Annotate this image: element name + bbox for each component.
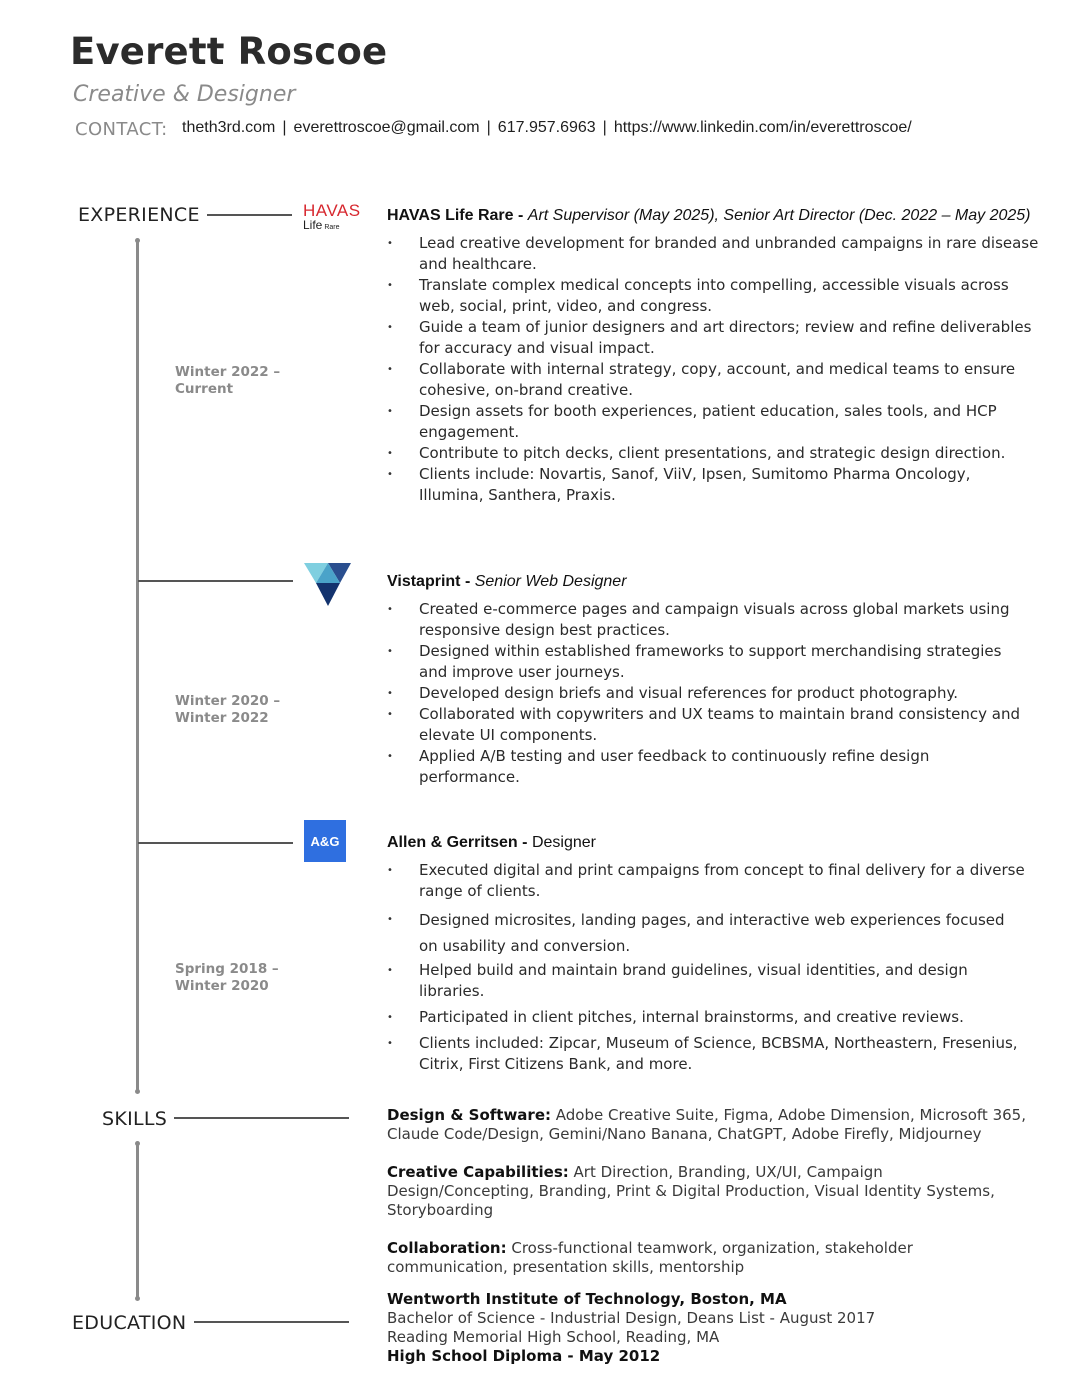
bullet-item: • Designed within established frameworks to support merchandising strategies and improve user journeys. (387, 641, 1032, 683)
resume-subtitle: Creative & Designer (73, 82, 296, 107)
skill-label: Creative Capabilities: (387, 1163, 569, 1181)
date-end: Winter 2020 (175, 978, 269, 994)
havas-logo-sub: Life Rare (303, 218, 340, 232)
email-link[interactable]: everettroscoe@gmail.com (293, 119, 480, 136)
bullet-item: • Helped build and maintain brand guidelines, visual identities, and design libraries. (387, 960, 1027, 1002)
bullet-item: • Clients include: Novartis, Sanof, ViiV, Ipsen, Sumitomo Pharma Oncology, Illumina, Santhera, Praxis. (387, 464, 1039, 506)
high-school-name: Reading Memorial High School, Reading, MA (387, 1328, 720, 1346)
job-title (387, 834, 1047, 852)
timeline-dot (135, 1296, 140, 1301)
job-role: Senior Web Designer (474, 573, 627, 590)
bullet-item: • Translate complex medical concepts into compelling, accessible visuals across web, social, print, video, and congress. (387, 275, 1039, 317)
skill-group (387, 1239, 1027, 1277)
vistaprint-connector (138, 580, 293, 582)
date-start: Spring 2018 – (175, 961, 279, 977)
company-name: Allen & Gerritsen - (387, 834, 528, 851)
ag-logo: A&G (304, 820, 346, 862)
date-start: Winter 2020 – (175, 693, 281, 709)
skill-group (387, 1106, 1027, 1144)
bullet-item: • Executed digital and print campaigns from concept to final delivery for a diverse range of clients. (387, 860, 1027, 902)
bullet-item: • Collaborate with internal strategy, copy, account, and medical teams to ensure cohesive, on-brand creative. (387, 359, 1039, 401)
education-connector (194, 1321, 349, 1323)
skills-timeline (136, 1143, 139, 1298)
bullet-item: • Clients included: Zipcar, Museum of Science, BCBSMA, Northeastern, Fresenius, Citrix, First Citizens Bank, and more. (387, 1033, 1027, 1075)
ag-dates (175, 961, 279, 995)
contact-separator: | (602, 119, 607, 136)
job-role: Art Supervisor (May 2025), Senior Art Director (Dec. 2022 – May 2025) (527, 207, 1031, 224)
education-heading: EDUCATION (72, 1312, 187, 1334)
date-start: Winter 2022 – (175, 364, 281, 380)
bullet-item: • Designed microsites, landing pages, and interactive web experiences focused on usability and conversion. (387, 907, 1027, 959)
skills-section (387, 1106, 1027, 1296)
skills-connector (174, 1117, 349, 1119)
job-allen-gerritsen (387, 834, 1047, 1080)
skill-text: Cross-functional teamwork, organization, stakeholder communication, presentation skills, mentorship (387, 1239, 913, 1276)
skill-group (387, 1163, 1027, 1220)
job-title (387, 207, 1047, 225)
job-bullets (387, 599, 1032, 788)
vistaprint-dates (175, 693, 280, 727)
vistaprint-logo (304, 563, 352, 607)
skill-label: Design & Software: (387, 1106, 551, 1124)
havas-logo-wordmark: HAVAS (303, 201, 361, 220)
job-role: Designer (531, 834, 596, 851)
bullet-item: • Applied A/B testing and user feedback to continuously refine design performance. (387, 746, 1032, 788)
vistaprint-logo-dark-triangle (316, 583, 340, 606)
linkedin-link[interactable]: https://www.linkedin.com/in/everettroscoe/ (613, 119, 912, 136)
date-end: Current (175, 381, 234, 397)
ag-connector (138, 842, 293, 844)
company-name: Vistaprint - (387, 573, 471, 590)
bullet-item: • Lead creative development for branded and unbranded campaigns in rare disease and healthcare. (387, 233, 1039, 275)
college-name: Wentworth Institute of Technology, Boston, MA (387, 1290, 787, 1308)
skill-text: Art Direction, Branding, UX/UI, Campaign Design/Concepting, Branding, Print & Digital Production, Visual Identity Systems, Storyboarding (387, 1163, 995, 1219)
havas-dates (175, 364, 280, 398)
bullet-item: • Guide a team of junior designers and art directors; review and refine deliverables for accuracy and visual impact. (387, 317, 1039, 359)
job-vistaprint (387, 573, 1047, 788)
job-title (387, 573, 1047, 591)
phone-number[interactable]: 617.957.6963 (497, 119, 596, 136)
bullet-item: • Design assets for booth experiences, patient education, sales tools, and HCP engagement. (387, 401, 1039, 443)
experience-timeline (136, 240, 139, 1092)
skill-text: Adobe Creative Suite, Figma, Adobe Dimension, Microsoft 365, Claude Code/Design, Gemini/Nano Banana, ChatGPT, Adobe Firefly, Midjourney (387, 1106, 1026, 1143)
job-bullets (387, 860, 1027, 1075)
bullet-item: • Developed design briefs and visual references for product photography. (387, 683, 1032, 704)
skills-heading: SKILLS (102, 1108, 168, 1130)
date-end: Winter 2022 (175, 710, 269, 726)
company-name: HAVAS Life Rare - (387, 207, 524, 224)
experience-heading: EXPERIENCE (78, 204, 200, 226)
college-degree: Bachelor of Science - Industrial Design, Deans List - August 2017 (387, 1309, 876, 1327)
contact-separator: | (282, 119, 287, 136)
website-link[interactable]: theth3rd.com (182, 119, 276, 136)
resume-name: Everett Roscoe (70, 30, 388, 73)
bullet-item: • Created e-commerce pages and campaign visuals across global markets using responsive design best practices. (387, 599, 1032, 641)
high-school-diploma: High School Diploma - May 2012 (387, 1347, 661, 1365)
contact-separator: | (486, 119, 491, 136)
havas-logo (303, 202, 373, 238)
contact-label: CONTACT: (75, 119, 168, 140)
timeline-dot (135, 1089, 140, 1094)
job-havas (387, 207, 1047, 506)
experience-connector (207, 214, 292, 216)
skill-label: Collaboration: (387, 1239, 507, 1257)
bullet-item: • Collaborated with copywriters and UX teams to maintain brand consistency and elevate UI components. (387, 704, 1032, 746)
education-section (387, 1290, 1027, 1366)
job-bullets (387, 233, 1039, 506)
bullet-item: • Participated in client pitches, internal brainstorms, and creative reviews. (387, 1007, 1027, 1028)
contact-info (182, 119, 912, 137)
bullet-item: • Contribute to pitch decks, client presentations, and strategic design direction. (387, 443, 1039, 464)
